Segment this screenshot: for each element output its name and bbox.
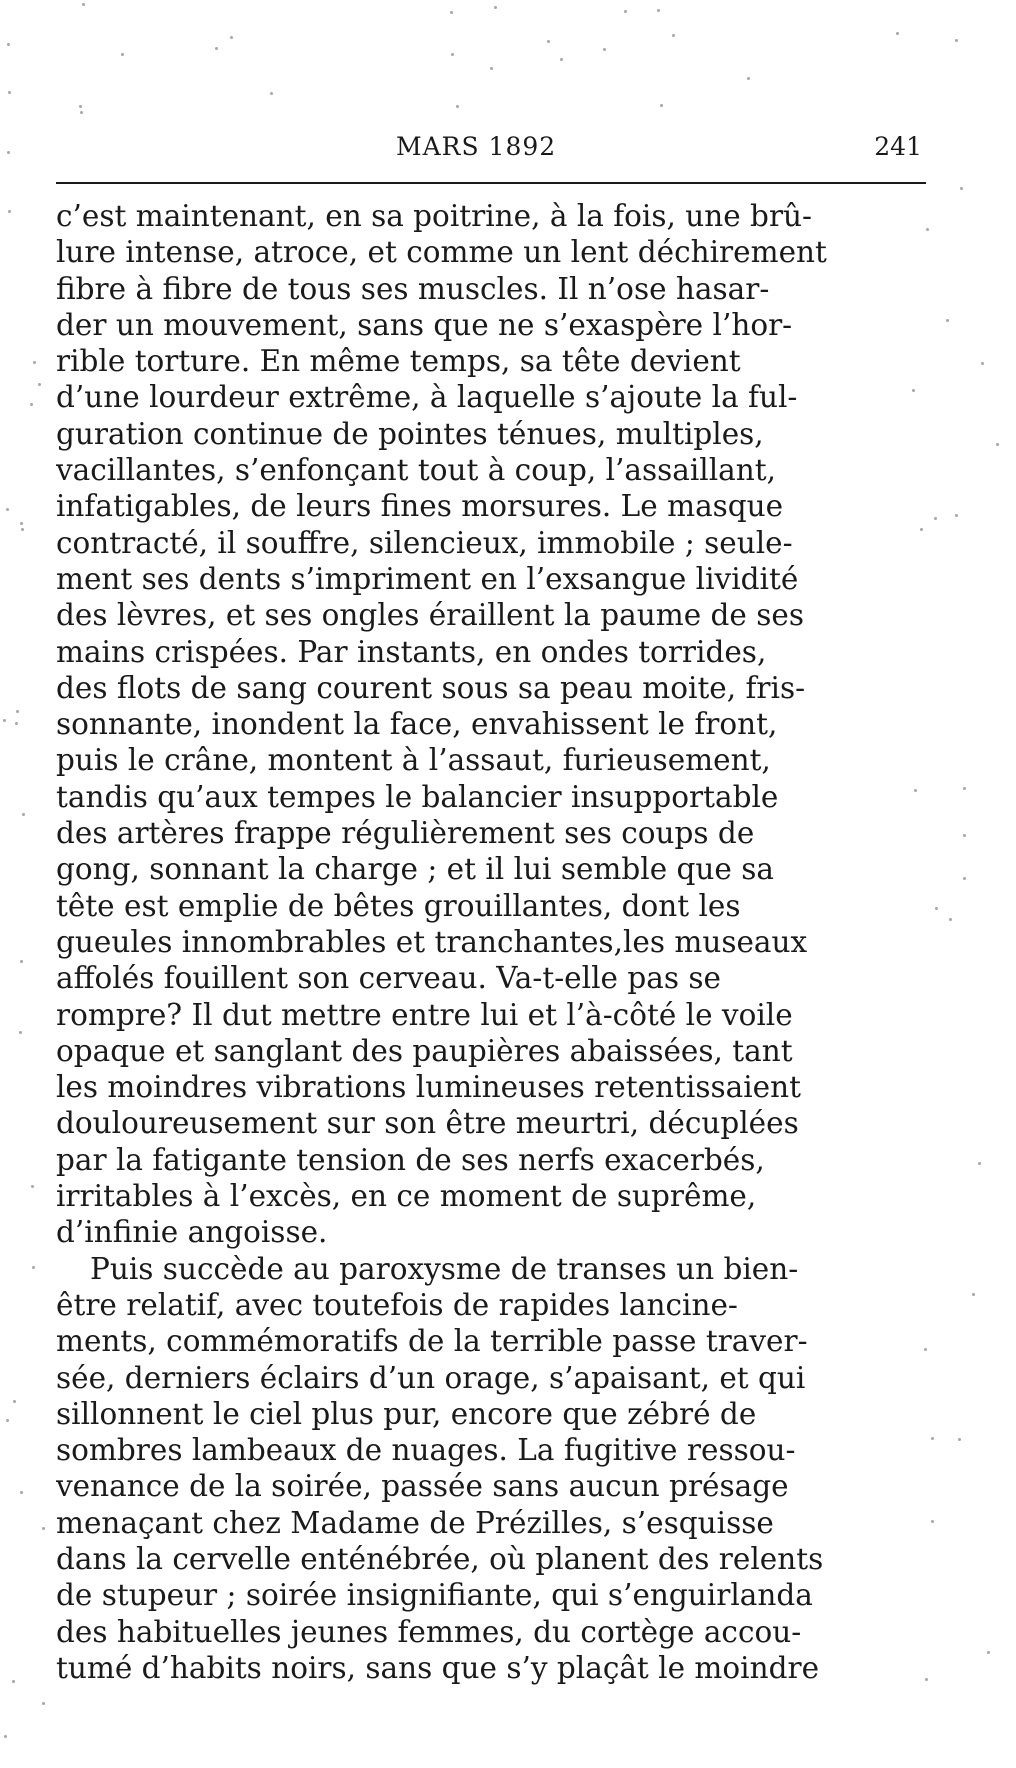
speck: [931, 1437, 934, 1440]
text-line: c’est maintenant, en sa poitrine, à la fois, une brû-: [56, 199, 813, 233]
speck: [931, 1520, 934, 1523]
text-line: d’infinie angoisse.: [56, 1215, 328, 1250]
speck: [949, 918, 952, 921]
running-title: MARS 1892: [396, 132, 557, 161]
speck: [3, 719, 6, 722]
speck: [42, 1702, 45, 1705]
speck: [12, 1680, 15, 1683]
speck: [79, 105, 82, 108]
speck: [960, 187, 963, 190]
speck: [920, 528, 923, 531]
speck: [935, 907, 938, 910]
text-line: sillonnent le ciel plus pur, encore que zébré de: [56, 1396, 757, 1431]
speck: [955, 514, 958, 517]
speck: [450, 11, 453, 14]
text-line: sombres lambeaux de nuages. La fugitive ressou-: [56, 1433, 796, 1468]
speck: [490, 67, 493, 70]
text-line: rompre? Il dut mettre entre lui et l’à-côté le voile: [56, 997, 793, 1032]
speck: [8, 210, 11, 213]
speck: [16, 710, 19, 713]
speck: [7, 43, 10, 46]
speck: [20, 1491, 23, 1494]
speck: [38, 383, 41, 386]
page-number: 241: [874, 132, 922, 161]
text-line: sée, derniers éclairs d’un orage, s’apaisant, et qui: [56, 1360, 806, 1395]
text-line: par la fatigante tension de ses nerfs exacerbés,: [56, 1142, 765, 1177]
text-line: tête est emplie de bêtes grouillantes, dont les: [56, 888, 741, 923]
speck: [82, 3, 85, 6]
speck: [624, 10, 627, 13]
text-line: des habituelles jeunes femmes, du cortège accou-: [56, 1614, 802, 1649]
text-line: ment ses dents s’impriment en l’exsangue lividité: [56, 561, 799, 596]
speck: [6, 508, 9, 511]
speck: [934, 517, 937, 520]
text-line: mains crispées. Par instants, en ondes torrides,: [56, 634, 767, 669]
text-line: vacillantes, s’enfonçant tout à coup, l’assaillant,: [56, 453, 776, 488]
speck: [33, 361, 36, 364]
text-line: d’une lourdeur extrême, à laquelle s’ajoute la ful-: [56, 380, 798, 415]
speck: [925, 1678, 928, 1681]
text-line: opaque et sanglant des paupières abaissées, tant: [56, 1033, 793, 1068]
speck: [7, 151, 10, 154]
speck: [958, 1438, 961, 1441]
speck: [4, 1735, 7, 1738]
text-line: des lèvres, et ses ongles éraillent la paume de ses: [56, 598, 805, 633]
page-header: [56, 132, 930, 172]
speck: [914, 789, 917, 792]
text-line: des artères frappe régulièrement ses coups de: [56, 816, 755, 851]
text-line: des flots de sang courent sous sa peau moite, fris-: [56, 670, 806, 705]
speck: [21, 528, 24, 531]
speck: [451, 53, 454, 56]
speck: [13, 1400, 16, 1403]
text-line: sonnante, inondent la face, envahissent le front,: [56, 707, 778, 742]
text-line: lure intense, atroce, et comme un lent déchirement: [56, 235, 827, 270]
text-line: être relatif, avec toutefois de rapides lancine-: [56, 1287, 738, 1322]
speck: [978, 1162, 981, 1165]
text-line: infatigables, de leurs fines morsures. Le masque: [56, 489, 784, 524]
speck: [747, 77, 750, 80]
speck: [215, 47, 218, 50]
speck: [30, 403, 33, 406]
text-line: irritables à l’excès, en ce moment de suprême,: [56, 1179, 757, 1214]
speck: [19, 1031, 22, 1034]
header-rule: [56, 182, 926, 184]
speck: [963, 877, 966, 880]
speck: [963, 787, 966, 790]
speck: [972, 1293, 975, 1296]
speck: [560, 58, 563, 61]
text-line: Puis succède au paroxysme de transes un bien-: [90, 1251, 799, 1286]
speck: [80, 111, 83, 114]
speck: [660, 104, 663, 107]
speck: [31, 1185, 34, 1188]
text-line: der un mouvement, sans que ne s’exaspère l’hor-: [56, 307, 793, 342]
speck: [32, 1266, 35, 1269]
speck: [6, 1419, 9, 1422]
text-line: ments, commémoratifs de la terrible passe traver-: [56, 1324, 808, 1359]
text-line: contracté, il souffre, silencieux, immobile ; seule-: [56, 525, 793, 560]
speck: [926, 228, 929, 231]
text-line: menaçant chez Madame de Prézilles, s’esquisse: [56, 1505, 774, 1540]
speck: [456, 105, 459, 108]
text-line: gong, sonnant la charge ; et il lui semble que sa: [56, 852, 774, 887]
speck: [912, 389, 915, 392]
speck: [20, 960, 23, 963]
speck: [121, 53, 124, 56]
speck: [230, 36, 233, 39]
speck: [946, 319, 949, 322]
speck: [603, 48, 606, 51]
speck: [924, 1348, 927, 1351]
text-line: fibre à fibre de tous ses muscles. Il n’ose hasar-: [56, 271, 770, 306]
text-line: douloureusement sur son être meurtri, décuplées: [56, 1106, 799, 1141]
speck: [955, 39, 958, 42]
text-line: les moindres vibrations lumineuses retentissaient: [56, 1070, 801, 1105]
text-line: dans la cervelle enténébrée, où planent des relents: [56, 1541, 824, 1576]
text-line: de stupeur ; soirée insignifiante, qui s’enguirlanda: [56, 1578, 813, 1613]
text-line: puis le crâne, montent à l’assaut, furieusement,: [56, 743, 771, 778]
speck: [672, 34, 675, 37]
speck: [42, 1527, 45, 1530]
text-line: affolés fouillent son cerveau. Va-t-elle pas se: [56, 961, 721, 996]
text-line: tumé d’habits noirs, sans que s’y plaçât le moindre: [56, 1650, 820, 1685]
speck: [963, 834, 966, 837]
speck: [20, 522, 23, 525]
text-line: guration continue de pointes ténues, multiples,: [56, 416, 764, 451]
speck: [987, 1651, 990, 1654]
text-line: rible torture. En même temps, sa tête devient: [56, 344, 741, 379]
body-text: [56, 198, 896, 1686]
speck: [8, 91, 11, 94]
speck: [547, 40, 550, 43]
speck: [657, 9, 660, 12]
speck: [494, 6, 497, 9]
speck: [15, 722, 18, 725]
speck: [996, 443, 999, 446]
speck: [270, 92, 273, 95]
text-line: tandis qu’aux tempes le balancier insupportable: [56, 779, 779, 814]
speck: [981, 362, 984, 365]
speck: [22, 813, 25, 816]
text-line: venance de la soirée, passée sans aucun présage: [56, 1469, 789, 1504]
speck: [896, 32, 899, 35]
text-line: gueules innombrables et tranchantes,les museaux: [56, 924, 808, 959]
